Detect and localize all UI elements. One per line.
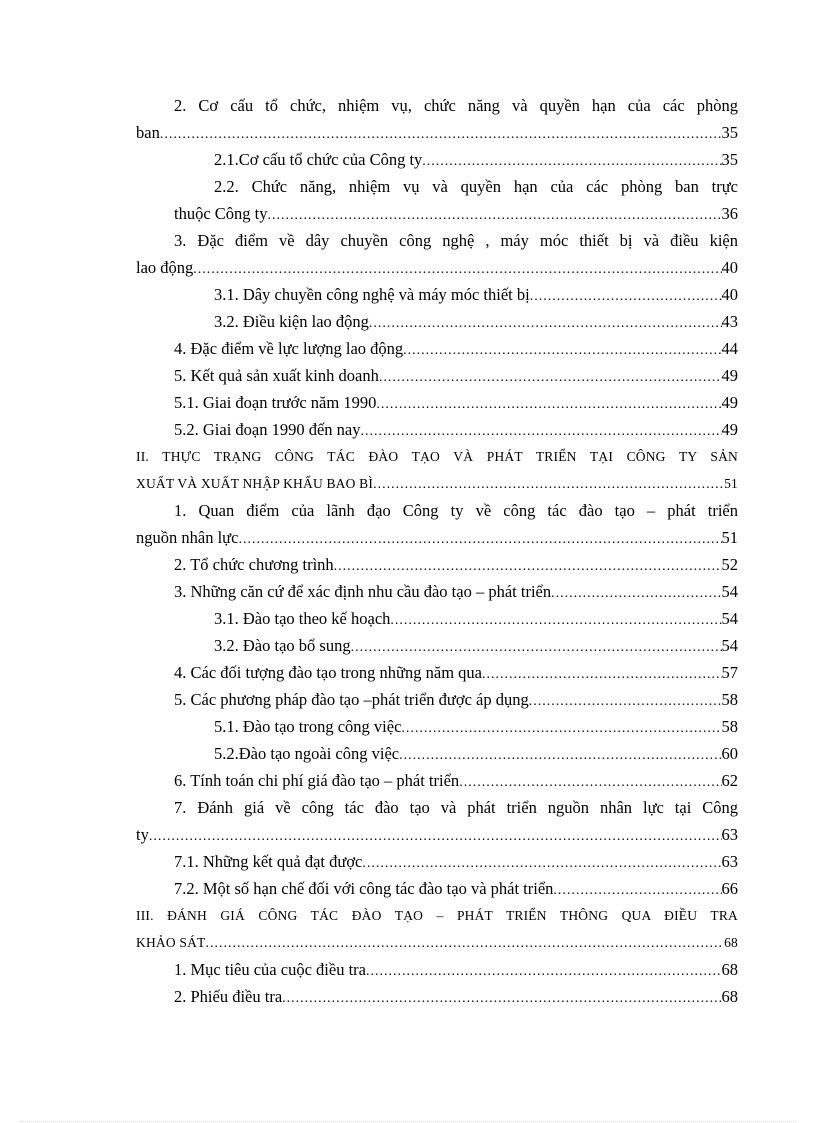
toc-entry-title-cont: ban bbox=[136, 123, 160, 142]
toc-entry bbox=[136, 740, 738, 767]
toc-entry-title: 3. Những căn cứ để xác định nhu cầu đào tạo – phát triển bbox=[174, 582, 552, 601]
toc-entry bbox=[136, 956, 738, 983]
toc-page-number: 40 bbox=[721, 258, 738, 277]
dot-leader bbox=[530, 283, 722, 310]
toc-page-number: 68 bbox=[721, 987, 738, 1006]
table-of-contents bbox=[136, 92, 738, 1010]
toc-entry-title: 7.2. Một số hạn chế đối với công tác đào tạo và phát triển bbox=[174, 879, 554, 898]
dot-leader bbox=[379, 364, 722, 391]
dot-leader bbox=[351, 634, 722, 661]
dot-leader bbox=[366, 958, 722, 985]
toc-entry bbox=[136, 416, 738, 443]
toc-entry-title: 5.2. Giai đoạn 1990 đến nay bbox=[174, 420, 361, 439]
toc-entry-title: 3.1. Dây chuyền công nghệ và máy móc thiết bị bbox=[214, 285, 530, 304]
toc-entry-title: 5. Kết quả sản xuất kinh doanh bbox=[174, 366, 379, 385]
toc-page-number: 49 bbox=[721, 420, 738, 439]
toc-page-number: 35 bbox=[721, 123, 738, 142]
toc-entry-title-cont: nguồn nhân lực bbox=[136, 528, 239, 547]
toc-entry-title: 2. Tổ chức chương trình bbox=[174, 555, 334, 574]
dot-leader bbox=[422, 148, 721, 175]
toc-entry-title: 7.1. Những kết quả đạt được bbox=[174, 852, 363, 871]
toc-page-number: 44 bbox=[721, 339, 738, 358]
toc-page-number: 62 bbox=[721, 771, 738, 790]
toc-entry-title: 2. Phiếu điều tra bbox=[174, 987, 283, 1006]
toc-page-number: 51 bbox=[721, 528, 738, 547]
toc-page-number: 40 bbox=[721, 285, 738, 304]
toc-page-number: 43 bbox=[721, 312, 738, 331]
toc-entry bbox=[136, 308, 738, 335]
dot-leader bbox=[401, 715, 721, 742]
toc-entry-title: 1. Quan điểm của lãnh đạo Công ty về công tác đào tạo – phát triển bbox=[174, 501, 738, 520]
toc-entry-title: 4. Đặc điểm về lực lượng lao động bbox=[174, 339, 404, 358]
toc-page-number: 54 bbox=[721, 609, 738, 628]
toc-page-number: 57 bbox=[721, 663, 738, 682]
toc-entry bbox=[136, 713, 738, 740]
toc-entry-title: 6. Tính toán chi phí giá đào tạo – phát triển bbox=[174, 771, 460, 790]
toc-entry bbox=[136, 578, 738, 605]
dot-leader bbox=[551, 580, 721, 607]
toc-section-heading bbox=[136, 443, 738, 497]
dot-leader bbox=[459, 769, 721, 796]
toc-entry-title-cont: thuộc Công ty bbox=[174, 204, 268, 223]
dot-leader bbox=[149, 823, 722, 850]
toc-entry bbox=[136, 605, 738, 632]
toc-page-number: 60 bbox=[721, 744, 738, 763]
dot-leader bbox=[268, 202, 722, 229]
toc-page-number: 58 bbox=[721, 690, 738, 709]
dot-leader bbox=[361, 418, 722, 445]
dot-leader bbox=[160, 121, 722, 148]
toc-entry-title-cont: XUẤT VÀ XUẤT NHẬP KHẨU BAO BÌ bbox=[136, 476, 374, 491]
toc-entry bbox=[136, 632, 738, 659]
toc-entry bbox=[136, 146, 738, 173]
toc-entry-title: 5. Các phương pháp đào tạo –phát triển được áp dụng bbox=[174, 690, 529, 709]
toc-page-number: 68 bbox=[721, 960, 738, 979]
toc-page-number: 35 bbox=[721, 150, 738, 169]
toc-entry bbox=[136, 227, 738, 281]
toc-entry-title-cont: ty bbox=[136, 825, 149, 844]
toc-page-number: 68 bbox=[724, 935, 738, 950]
toc-entry-title: 3.2. Đào tạo bổ sung bbox=[214, 636, 351, 655]
dot-leader bbox=[238, 526, 721, 553]
toc-entry-title: 7. Đánh giá về công tác đào tạo và phát triển nguồn nhân lực tại Công bbox=[174, 798, 738, 817]
toc-entry bbox=[136, 551, 738, 578]
toc-entry-title: II. THỰC TRẠNG CÔNG TÁC ĐÀO TẠO VÀ PHÁT TRIỂN TẠI CÔNG TY SẢN bbox=[136, 449, 738, 464]
toc-page-number: 52 bbox=[721, 555, 738, 574]
toc-entry-title: 3. Đặc điểm về dây chuyền công nghệ , máy móc thiết bị và điều kiện bbox=[174, 231, 738, 250]
toc-page-number: 63 bbox=[721, 825, 738, 844]
toc-entry-title: III. ĐÁNH GIÁ CÔNG TÁC ĐÀO TẠO – PHÁT TRIỂN THÔNG QUA ĐIỀU TRA bbox=[136, 908, 738, 923]
dot-leader bbox=[390, 607, 721, 634]
toc-entry bbox=[136, 281, 738, 308]
toc-entry-title: 5.1. Giai đoạn trước năm 1990 bbox=[174, 393, 377, 412]
dot-leader bbox=[373, 471, 724, 498]
toc-page-number: 49 bbox=[721, 366, 738, 385]
toc-entry-title: 2.2. Chức năng, nhiệm vụ và quyền hạn của các phòng ban trực bbox=[214, 177, 738, 196]
dot-leader bbox=[205, 930, 724, 957]
toc-entry bbox=[136, 875, 738, 902]
toc-entry bbox=[136, 983, 738, 1010]
toc-entry bbox=[136, 848, 738, 875]
toc-entry bbox=[136, 173, 738, 227]
dot-leader bbox=[282, 985, 721, 1012]
dot-leader bbox=[482, 661, 722, 688]
toc-entry-title: 5.2.Đào tạo ngoài công việc bbox=[214, 744, 400, 763]
toc-entry bbox=[136, 794, 738, 848]
toc-section-heading bbox=[136, 902, 738, 956]
toc-entry bbox=[136, 767, 738, 794]
toc-entry-title: 3.2. Điều kiện lao động bbox=[214, 312, 369, 331]
toc-page-number: 49 bbox=[721, 393, 738, 412]
toc-entry-title: 2. Cơ cấu tổ chức, nhiệm vụ, chức năng và quyền hạn của các phòng bbox=[174, 96, 738, 115]
toc-entry-title: 2.1.Cơ cấu tổ chức của Công ty bbox=[214, 150, 423, 169]
dot-leader bbox=[193, 256, 721, 283]
toc-entry bbox=[136, 686, 738, 713]
dot-leader bbox=[376, 391, 721, 418]
toc-entry-title: 3.1. Đào tạo theo kế hoạch bbox=[214, 609, 391, 628]
toc-page-number: 63 bbox=[721, 852, 738, 871]
dot-leader bbox=[403, 337, 721, 364]
toc-entry bbox=[136, 335, 738, 362]
toc-page-number: 54 bbox=[721, 636, 738, 655]
dot-leader bbox=[334, 553, 722, 580]
dot-leader bbox=[553, 877, 721, 904]
toc-page-number: 36 bbox=[721, 204, 738, 223]
dot-leader bbox=[399, 742, 721, 769]
dot-leader bbox=[362, 850, 721, 877]
toc-entry-title-cont: lao động bbox=[136, 258, 194, 277]
toc-entry bbox=[136, 362, 738, 389]
toc-page-number: 54 bbox=[721, 582, 738, 601]
toc-entry-title: 5.1. Đào tạo trong công việc bbox=[214, 717, 402, 736]
toc-entry-title-cont: KHẢO SÁT bbox=[136, 935, 206, 950]
toc-entry bbox=[136, 389, 738, 416]
toc-entry bbox=[136, 659, 738, 686]
page-edge-divider bbox=[20, 1121, 796, 1122]
toc-page-number: 51 bbox=[724, 476, 738, 491]
dot-leader bbox=[369, 310, 722, 337]
toc-page-number: 66 bbox=[721, 879, 738, 898]
toc-page-number: 58 bbox=[721, 717, 738, 736]
toc-entry bbox=[136, 497, 738, 551]
toc-entry-title: 4. Các đối tượng đào tạo trong những năm qua bbox=[174, 663, 482, 682]
dot-leader bbox=[529, 688, 722, 715]
toc-entry-title: 1. Mục tiêu của cuộc điều tra bbox=[174, 960, 366, 979]
toc-entry bbox=[136, 92, 738, 146]
